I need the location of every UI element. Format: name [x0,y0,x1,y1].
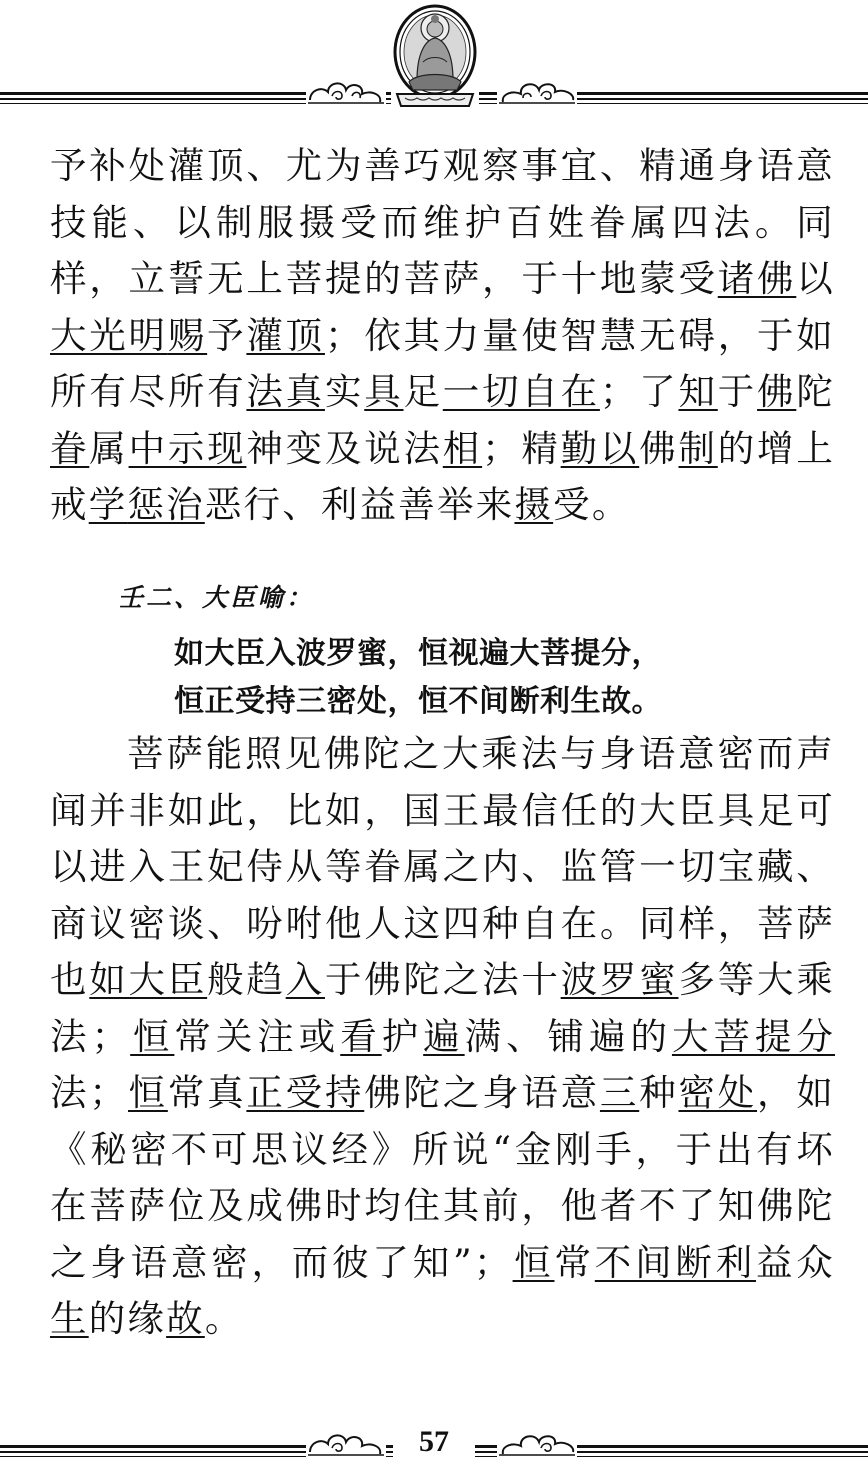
underlined-phrase: 眷 [50,426,90,470]
text-run: ；依其力量使智慧无碍，于如所有尽所有 [50,313,835,413]
text-run: 多等大乘法； [50,958,836,1058]
text-run: 的缘 [88,1297,167,1340]
body-paragraph [50,138,835,534]
text-run: 受。 [553,483,631,526]
underlined-phrase: 制 [678,426,718,470]
body-paragraph [50,726,835,1348]
underlined-phrase: 摄 [514,483,554,526]
underlined-phrase: 知 [678,370,718,413]
text-run: 于 [717,370,758,413]
underlined-phrase: 灌顶 [246,313,325,357]
underlined-phrase: 故 [166,1297,205,1340]
underlined-phrase: 惩治 [127,483,205,526]
verse-line: 恒正受持三密处，恒不间断利生故。 [174,684,662,719]
underlined-phrase: 赐 [167,313,208,357]
underlined-phrase: 恒 [512,1240,555,1284]
text-run: 属 [89,426,129,470]
cloud-scroll-icon [497,72,577,106]
text-run: 常关注或 [174,1014,341,1058]
text-run: 神变及说法 [246,426,443,470]
cloud-scroll-icon [306,72,386,106]
underlined-phrase: 如大臣 [89,958,208,1001]
underlined-phrase: 入 [285,958,325,1001]
text-run: 益众 [756,1240,836,1284]
underlined-phrase: 大菩提分 [671,1014,836,1058]
text-run: 佛 [639,426,679,470]
underlined-phrase: 正受持 [246,1071,365,1114]
underlined-phrase: 大光明 [50,313,168,357]
text-run: 予 [207,313,247,357]
text-run: 菩萨能照见佛陀之大乘法与身语意密而声闻并非如此，比如，国王最信任的大臣具足可以进入王妃侍从等眷属之内、监管一切宝藏、商议密谈、吩咐他人这四种自在。同样，菩萨也 [50,732,835,1001]
underlined-phrase: 诸佛 [717,257,797,300]
text-run: 护 [381,1014,424,1058]
underlined-phrase: 密处 [678,1071,758,1114]
underlined-phrase: 具 [364,370,404,413]
text-run: 常 [554,1240,595,1284]
section-heading: 壬二、大臣喻： [118,583,315,612]
text-run: 以 [796,257,835,300]
underlined-phrase: 勤以 [560,426,640,470]
text-run: 足 [403,370,443,413]
page-number: 57 [393,1425,475,1458]
underlined-phrase: 生 [50,1297,89,1340]
underlined-phrase: 遍 [423,1014,465,1058]
underlined-phrase: 中示现 [128,426,247,470]
text-run: 种 [639,1071,679,1114]
text-run: 。 [204,1297,244,1340]
text-run: ，如《秘密不可思议经》所说“金刚手，于出有坏在菩萨位及成佛时均住其前，他者不了知佛陀之身语意密，而彼了知”； [50,1071,836,1284]
underlined-phrase: 法真 [246,370,325,413]
underlined-phrase: 看 [340,1014,382,1058]
buddha-medallion-icon [391,2,479,110]
underlined-phrase: 佛 [757,370,797,413]
text-run: 恶行、利益善举来 [204,483,515,526]
underlined-phrase: 波罗蜜 [560,958,679,1001]
text-run: 般趋 [207,958,286,1001]
text-run: 常真 [167,1071,247,1114]
text-run: 满、铺遍的 [464,1014,672,1058]
underlined-phrase: 不间断利 [594,1240,756,1284]
underlined-phrase: 恒 [130,1014,175,1058]
verse-line: 如大臣入波罗蜜，恒视遍大菩提分， [174,636,662,671]
text-run: 法； [50,1071,128,1114]
text-run: 实 [324,370,365,413]
underlined-phrase: 恒 [127,1071,168,1114]
underlined-phrase: 学 [88,483,128,526]
text-run: 予补处灌顶、尤为善巧观察事宜、精通身语意技能、以制服摄受而维护百姓眷属四法。同样，立誓无上菩提的菩萨，于十地蒙受 [50,144,835,300]
text-run: ；精 [482,426,561,470]
text-run: 的增上戒 [50,426,836,526]
text-run: ；了 [599,370,679,413]
underlined-phrase: 三 [599,1071,640,1114]
text-run: 佛陀之身语意 [364,1071,600,1114]
underlined-phrase: 相 [442,426,483,470]
text-run: 陀 [796,370,836,413]
underlined-phrase: 一切自在 [442,370,600,413]
text-run: 于佛陀之法十 [324,958,561,1001]
